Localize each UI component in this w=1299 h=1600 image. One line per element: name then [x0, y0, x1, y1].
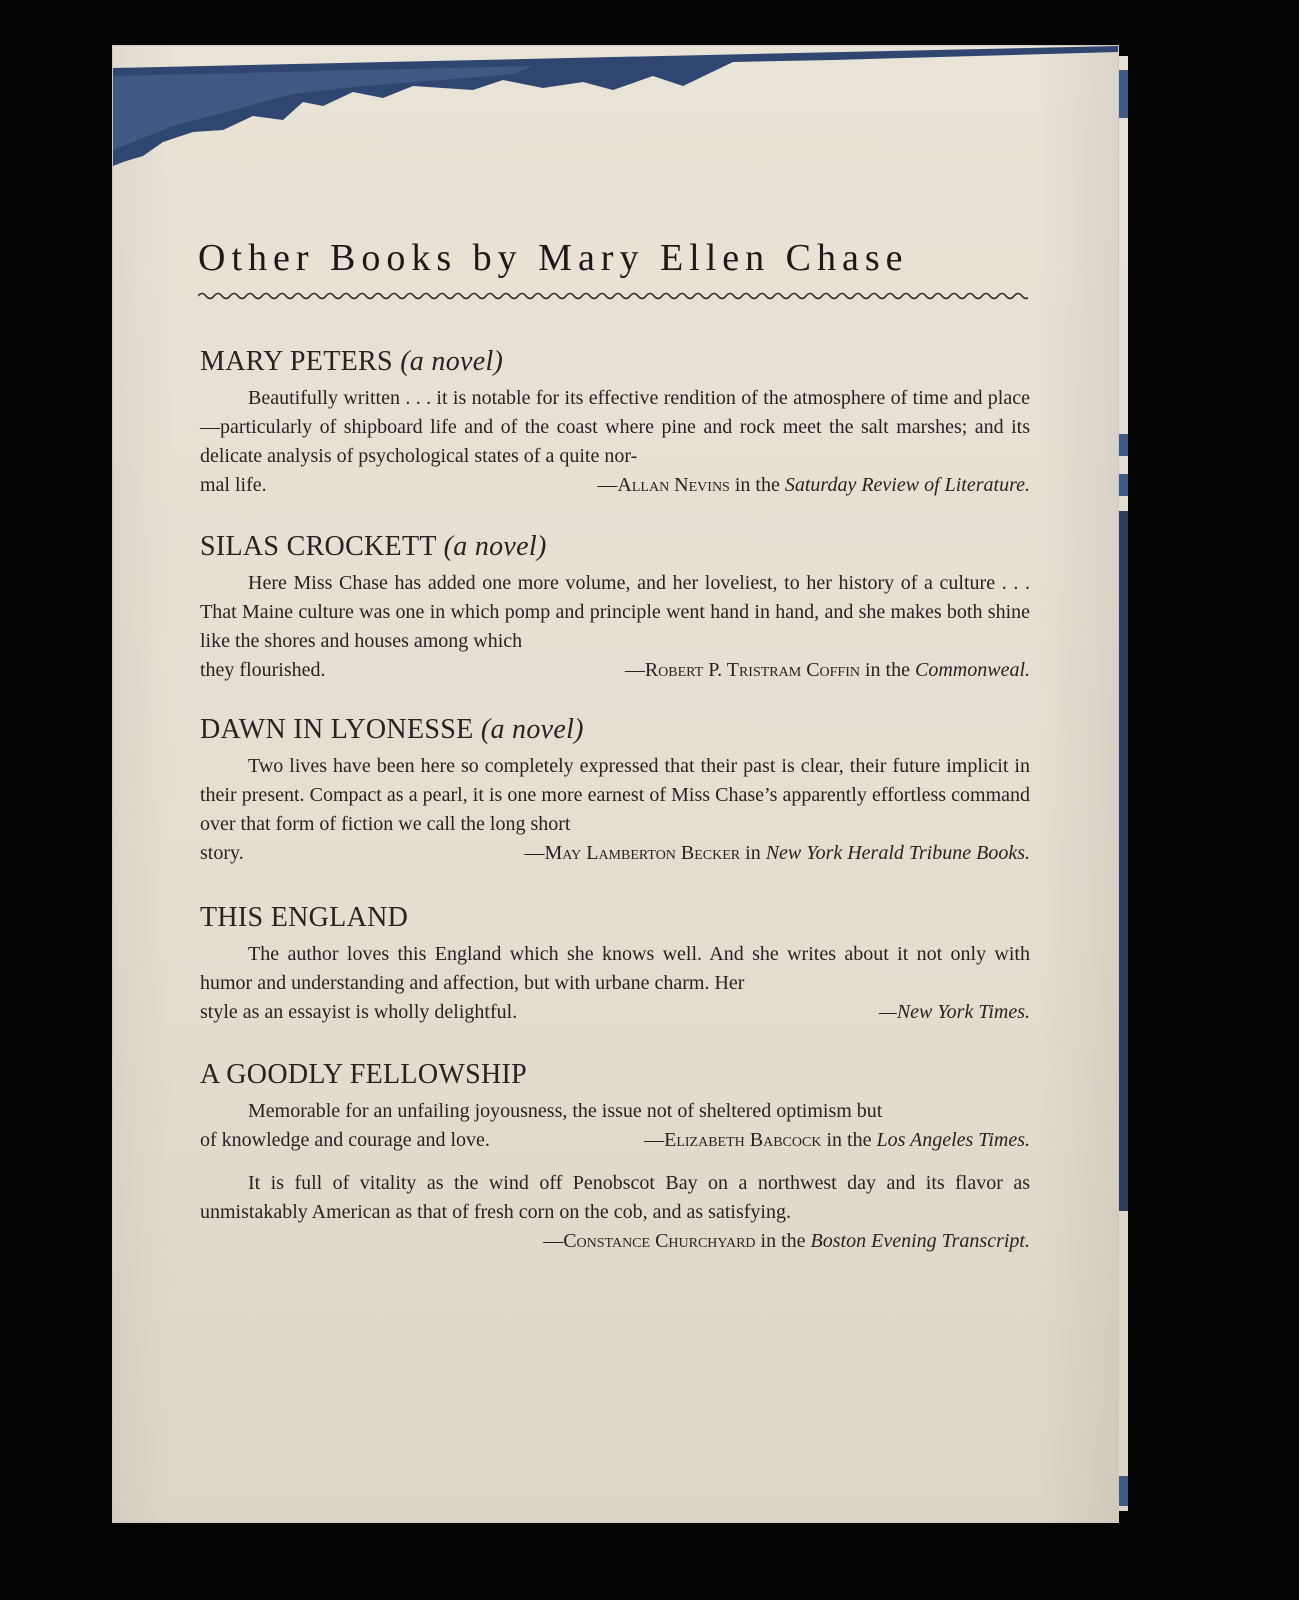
wavy-rule [198, 290, 1028, 302]
dust-jacket-back [113, 46, 1118, 1522]
book-title: MARY PETERS (a novel) [200, 346, 504, 377]
book-review-second: It is full of vitality as the wind off Penobscot Bay on a northwest day and its flavor as unmistakably American as that of fresh corn on the cob, and as satisfying. [200, 1172, 1030, 1223]
torn-cloth-edge [113, 46, 1118, 186]
book-entry [200, 531, 1030, 685]
book-title: A GOODLY FELLOWSHIP [200, 1059, 527, 1090]
book-review: Beautifully written . . . it is notable for its effective rendition of the atmosphere of time and place—particularly of shipboard life and of the coast where pine and rock meet the salt marshes; and its delicate analysis of psychological states of a quite nor- [200, 387, 1030, 467]
page-title: Other Books by Mary Ellen Chase [198, 237, 909, 279]
book-entry [200, 902, 1030, 1027]
review-attribution-second: —Constance Churchyard in the Boston Evening Transcript. [543, 1230, 1030, 1252]
book-title: DAWN IN LYONESSE (a novel) [200, 714, 584, 745]
review-attribution: they flourished. —Robert P. Tristram Coffin in the Commonweal. [200, 659, 1030, 681]
book-review: Two lives have been here so completely expressed that their past is clear, their future implicit in their present. Compact as a pearl, it is one more earnest of Miss Chase’s apparently effortless command over that form of fiction we call the long short [200, 755, 1030, 835]
review-attribution: story. —May Lamberton Becker in New York Herald Tribune Books. [200, 842, 1030, 864]
review-attribution: mal life. —Allan Nevins in the Saturday Review of Literature. [200, 474, 1030, 496]
book-title: SILAS CROCKETT (a novel) [200, 531, 547, 562]
book-entry [200, 714, 1030, 868]
review-attribution: style as an essayist is wholly delightful. —New York Times. [200, 1001, 1030, 1023]
book-title: THIS ENGLAND [200, 902, 409, 933]
book-review: The author loves this England which she knows well. And she writes about it not only with humor and understanding and affection, but with urbane charm. Her [200, 943, 1030, 994]
book-entry [200, 346, 1030, 500]
book-review: Memorable for an unfailing joyousness, the issue not of sheltered optimism but [248, 1100, 883, 1122]
review-attribution: of knowledge and courage and love. —Elizabeth Babcock in the Los Angeles Times. [200, 1129, 1030, 1151]
book-entry [200, 1059, 1030, 1256]
book-review: Here Miss Chase has added one more volume, and her loveliest, to her history of a culture . . . That Maine culture was one in which pomp and principle went hand in hand, and she makes both shine like the shores and houses among which [200, 572, 1030, 652]
